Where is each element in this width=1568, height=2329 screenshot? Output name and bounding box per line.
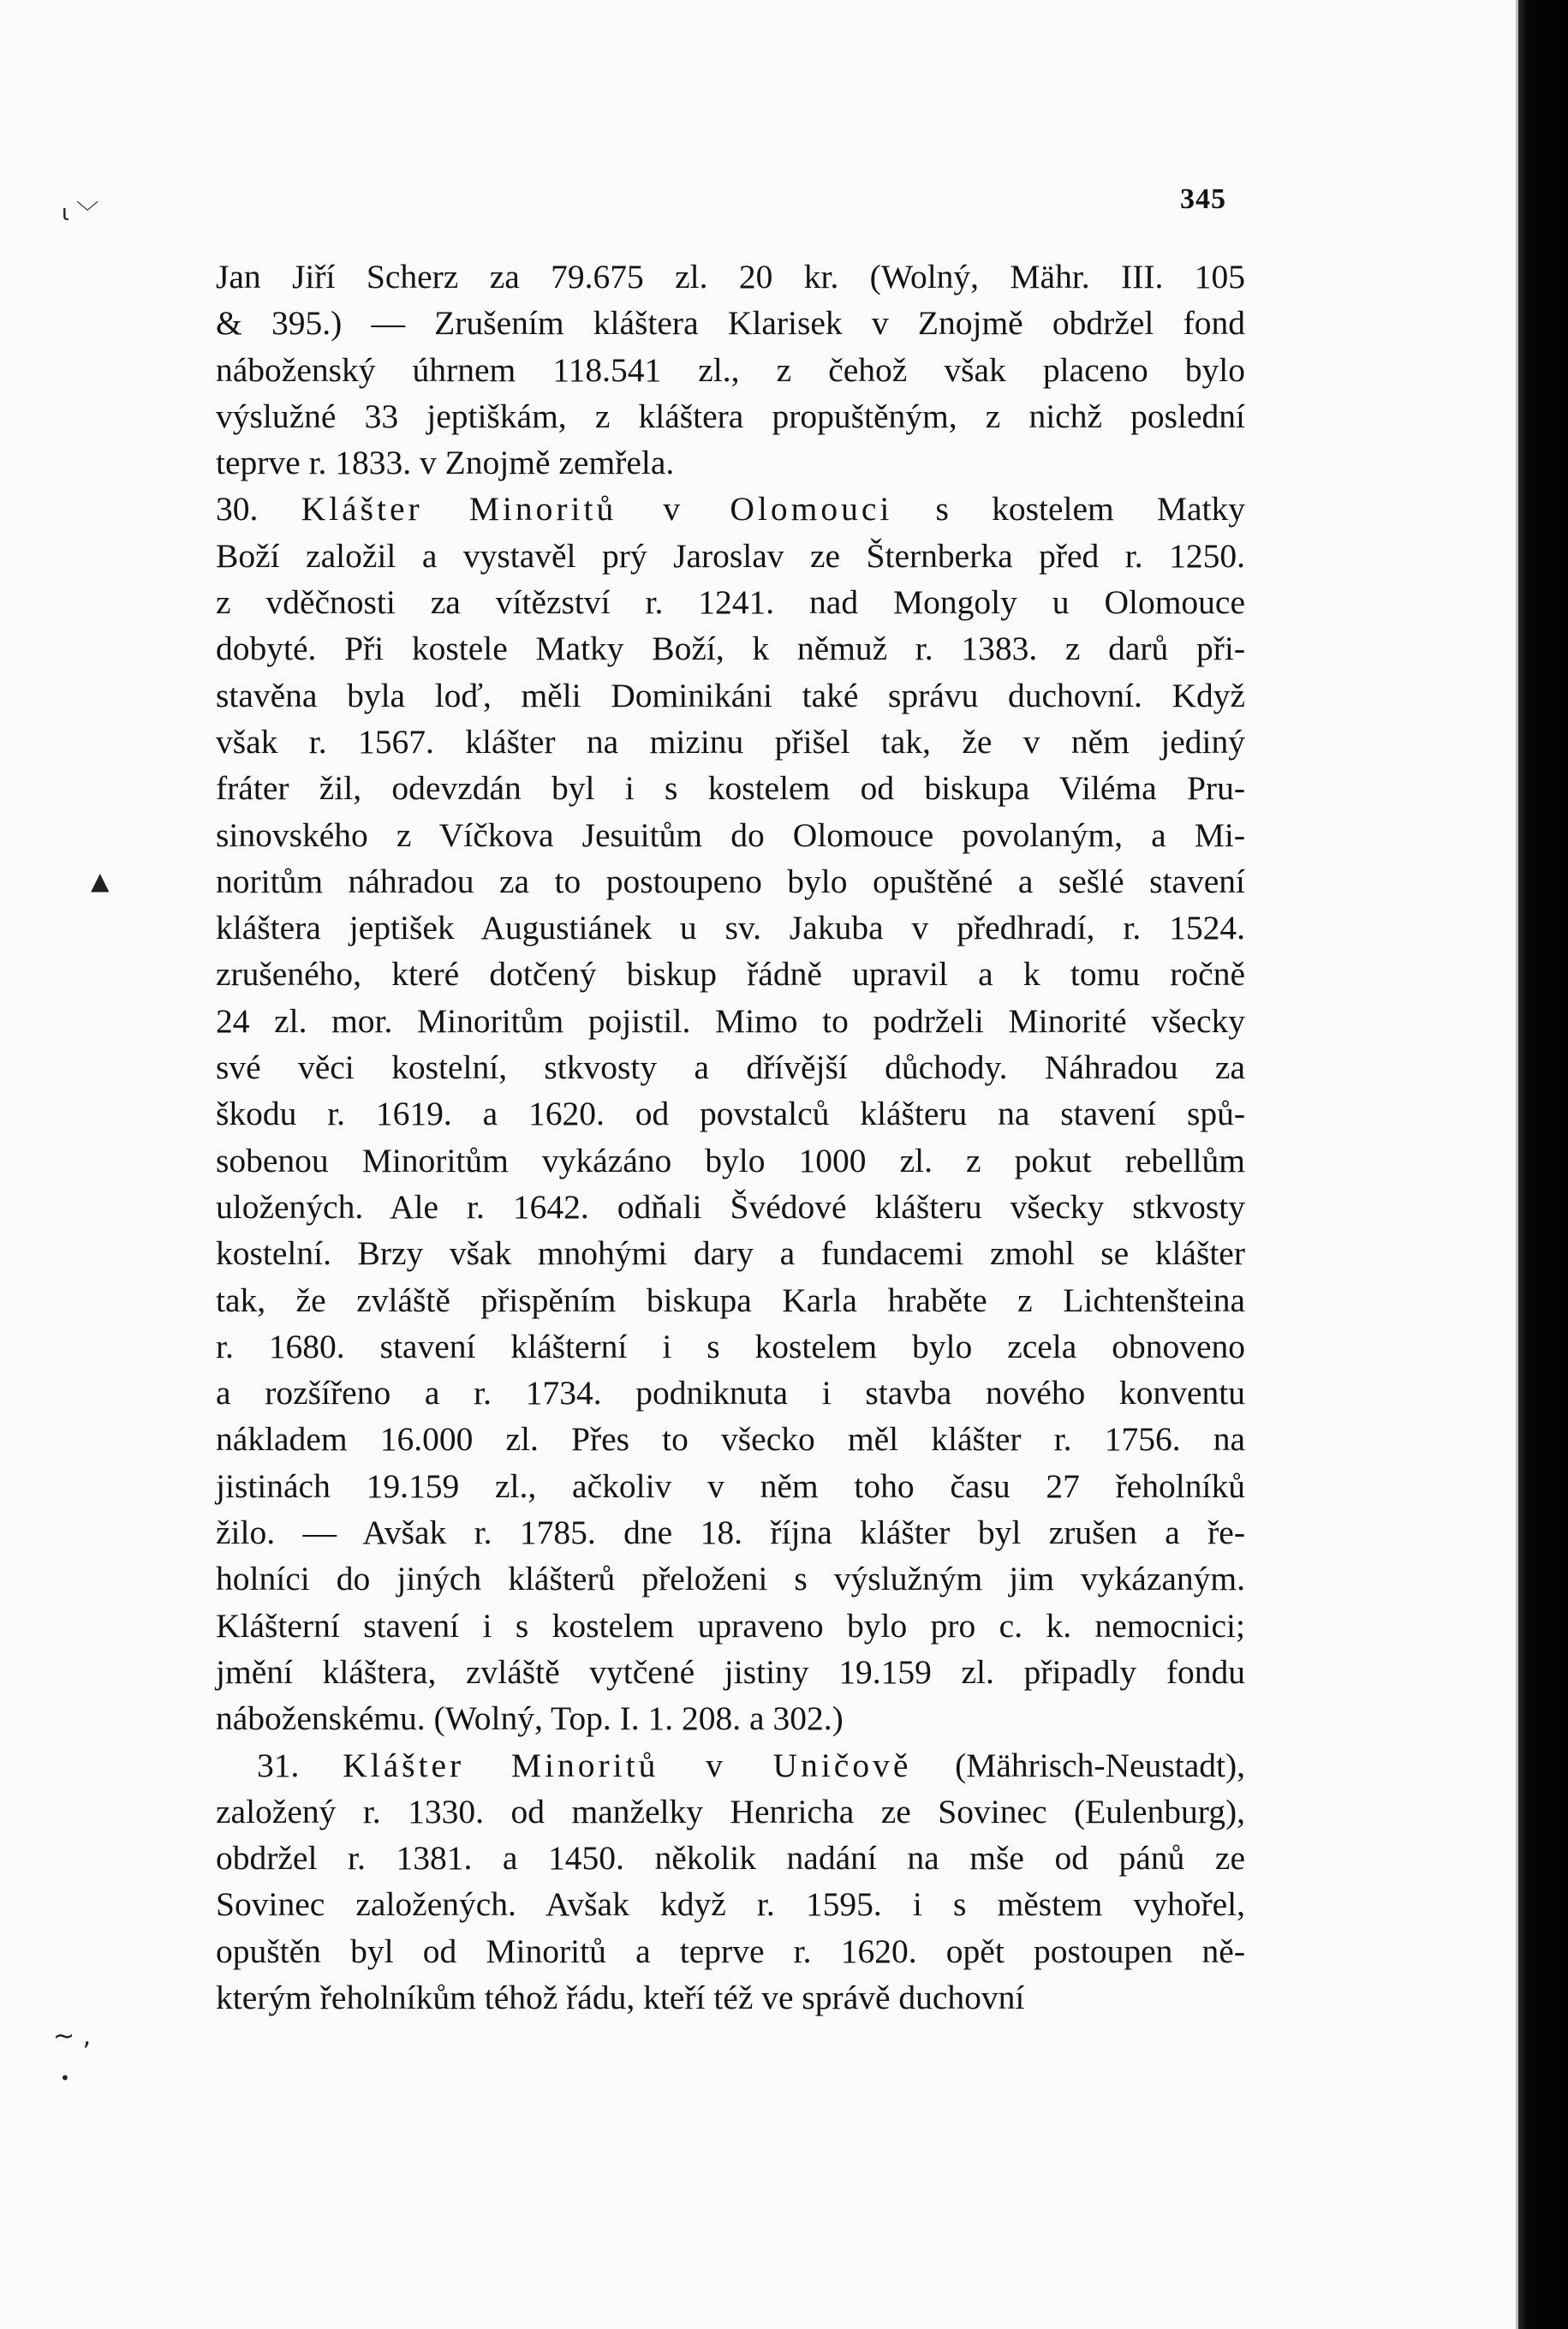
- text-line: škodu r. 1619. a 1620. od povstalců klášteru na stavení spů-: [216, 1095, 1245, 1133]
- section-lead-rest: s kostelem Matky: [892, 490, 1246, 529]
- section-title: Klášter Minoritů v Olomouci: [301, 490, 893, 529]
- text-line: & 395.) — Zrušením kláštera Klarisek v Znojmě obdržel fond: [216, 304, 1245, 343]
- text-line: sobenou Minoritům vykázáno bylo 1000 zl. z pokut rebellům: [216, 1141, 1245, 1179]
- section-title: Klášter Minoritů v Uničově: [343, 1746, 912, 1784]
- text-line: teprve r. 1833. v Znojmě zemřela.: [216, 444, 675, 482]
- text-line: kterým řeholníkům téhož řádu, kteří též ve správě duchovní: [216, 1978, 1025, 2016]
- text-line: Klášterní stavení i s kostelem upraveno bylo pro c. k. nemocnici;: [216, 1606, 1245, 1645]
- section-number: 31.: [257, 1746, 343, 1784]
- text-line: a rozšířeno a r. 1734. podniknuta i stavba nového konventu: [216, 1374, 1245, 1412]
- text-line: holníci do jiných klášterů přeloženi s výslužným jim vykázaným.: [216, 1560, 1245, 1598]
- text-line: tak, že zvláště přispěním biskupa Karla hraběte z Lichtenšteina: [216, 1281, 1245, 1319]
- text-line: z vděčnosti za vítězství r. 1241. nad Mongoly u Olomouce: [216, 583, 1245, 622]
- text-line: r. 1680. stavení klášterní i s kostelem bylo zcela obnoveno: [216, 1327, 1245, 1365]
- text-line: sinovského z Víčkova Jesuitům do Olomouce povolaným, a Mi-: [216, 815, 1245, 854]
- text-line: kláštera jeptišek Augustiánek u sv. Jakuba v předhradí, r. 1524.: [216, 909, 1245, 947]
- page-number: 345: [1180, 183, 1226, 215]
- text-line: fráter žil, odevzdán byl i s kostelem od biskupa Viléma Pru-: [216, 769, 1245, 808]
- paragraph-3: [216, 1742, 1245, 2021]
- text-line: jmění kláštera, zvláště vytčené jistiny 19.159 zl. připadly fondu: [216, 1652, 1245, 1691]
- paragraph-lead-line: [216, 1742, 1245, 1789]
- scan-speck-top-left: ι ﹀: [62, 200, 99, 226]
- text-line: Sovinec založených. Avšak když r. 1595. i s městem vyhořel,: [216, 1885, 1245, 1924]
- text-line: opuštěn byl od Minoritů a teprve r. 1620. opět postoupen ně-: [216, 1932, 1245, 1970]
- text-line: žilo. — Avšak r. 1785. dne 18. října klášter byl zrušen a ře-: [216, 1514, 1245, 1552]
- text-line: své věci kostelní, stkvosty a dřívější důchody. Náhradou za: [216, 1048, 1245, 1087]
- text-line: obdržel r. 1381. a 1450. několik nadání na mše od pánů ze: [216, 1839, 1245, 1878]
- text-line: uložených. Ale r. 1642. odňali Švédové klášteru všecky stkvosty: [216, 1187, 1245, 1226]
- text-line: noritům náhradou za to postoupeno bylo opuštěné a sešlé stavení: [216, 862, 1245, 900]
- text-line: však r. 1567. klášter na mizinu přišel tak, že v něm jediný: [216, 722, 1245, 761]
- text-line: dobyté. Při kostele Matky Boží, k němuž r. 1383. z darů při-: [216, 630, 1245, 668]
- text-line: nákladem 16.000 zl. Přes to všecko měl klášter r. 1756. na: [216, 1420, 1245, 1459]
- text-line: výslužné 33 jeptiškám, z kláštera propuštěným, z nichž poslední: [216, 397, 1245, 435]
- paragraph-1: [216, 254, 1245, 486]
- text-line: stavěna byla loď, měli Dominikáni také správu duchovní. Když: [216, 676, 1245, 714]
- section-lead-rest: (Mährisch-Neustadt),: [911, 1746, 1246, 1784]
- text-line: Jan Jiří Scherz za 79.675 zl. 20 kr. (Wolný, Mähr. III. 105: [216, 258, 1245, 296]
- text-line: jistinách 19.159 zl., ačkoliv v něm toho času 27 řeholníků: [216, 1466, 1245, 1505]
- section-number: 30.: [216, 490, 301, 529]
- scan-dark-border: [1518, 0, 1568, 2329]
- scan-speck-mid-left: ▲: [91, 867, 110, 895]
- text-line: 24 zl. mor. Minoritům pojistil. Mimo to podrželi Minorité všecky: [216, 1001, 1245, 1040]
- text-line: kostelní. Brzy však mnohými dary a fundacemi zmohl se klášter: [216, 1234, 1245, 1273]
- text-line: náboženský úhrnem 118.541 zl., z čehož však placeno bylo: [216, 350, 1245, 389]
- paragraph-2: [216, 486, 1245, 1741]
- text-line: zrušeného, které dotčený biskup řádně upravil a k tomu ročně: [216, 955, 1245, 994]
- text-line: Boží založil a vystavěl prý Jaroslav ze Šternberka před r. 1250.: [216, 536, 1245, 575]
- text-line: založený r. 1330. od manželky Henricha ze Sovinec (Eulenburg),: [216, 1792, 1245, 1830]
- body-text: [216, 254, 1245, 2021]
- text-line: náboženskému. (Wolný, Top. I. 1. 208. a 302.): [216, 1699, 844, 1738]
- scan-speck-bottom-left-2: •: [60, 2068, 70, 2088]
- scan-speck-bottom-left: ~ ,: [53, 2021, 92, 2051]
- paragraph-lead-line: [216, 486, 1245, 532]
